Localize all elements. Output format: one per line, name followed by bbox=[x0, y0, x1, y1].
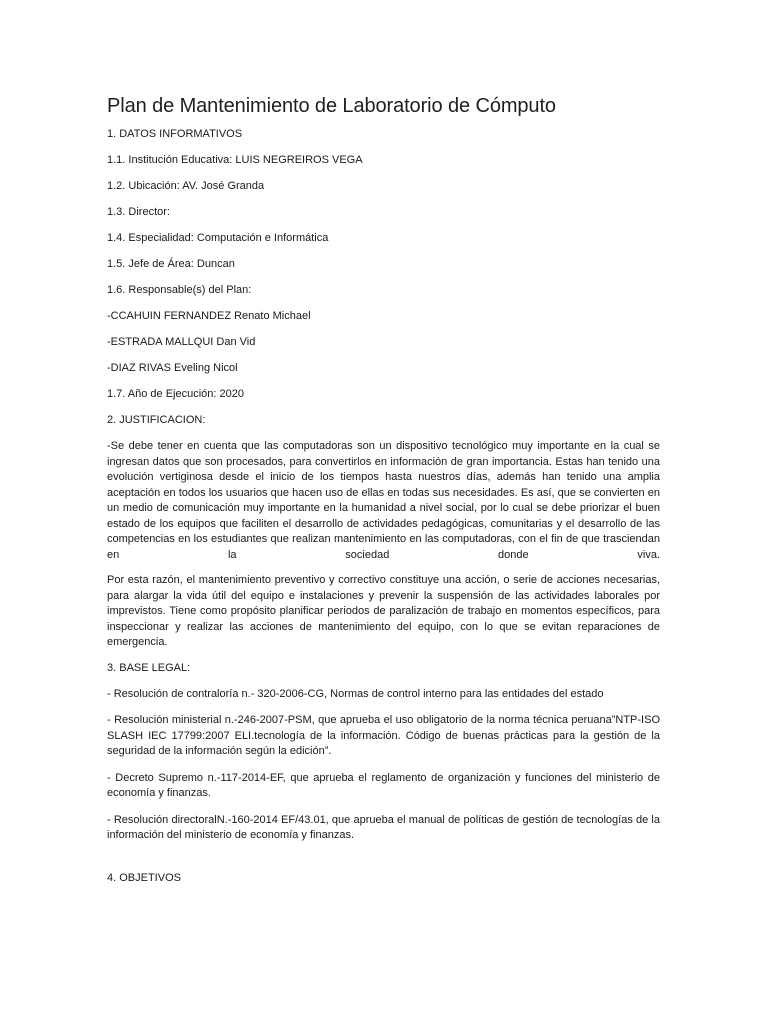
info-specialty: 1.4. Especialidad: Computación e Informática bbox=[107, 232, 329, 244]
info-year: 1.7. Año de Ejecución: 2020 bbox=[107, 388, 244, 400]
justification-paragraph-1: -Se debe tener en cuenta que las computadoras son un dispositivo tecnológico muy importante en la cual se ingresan datos que son procesados, para convertirlos en información de gran importancia. Estas han tenido una evolución vertiginosa desde el inicio de los tiempos hasta nuestros días, además han tenido una amplia aceptación en todos los usuarios que hacen uso de ellas en todas sus necesidades. Es así, que se convierten en un medio de comunicación muy importante en la humanidad a nivel social, por lo cual se debe priorizar el buen estado de los equipos que faciliten el desarrollo de actividades pedagógicas, comunitarias y el desarrollo de las competencias en los estudiantes que realizan mantenimiento en las computadoras, con el fin de que trasciendan en la sociedad donde viva. bbox=[107, 440, 660, 561]
responsible-1: -CCAHUIN FERNANDEZ Renato Michael bbox=[107, 310, 311, 322]
section-spacer bbox=[107, 855, 660, 871]
info-institution: 1.1. Institución Educativa: LUIS NEGREIROS VEGA bbox=[107, 154, 363, 166]
document-content bbox=[107, 94, 660, 897]
responsible-2: -ESTRADA MALLQUI Dan Vid bbox=[107, 336, 256, 348]
document-title: Plan de Mantenimiento de Laboratorio de Cómputo bbox=[107, 95, 556, 117]
legal-item-4: - Resolución directoralN.-160-2014 EF/43.01, que aprueba el manual de políticas de gestión de tecnologías de la información del ministerio de economía y finanzas. bbox=[107, 813, 660, 841]
section-2-heading: 2. JUSTIFICACION: bbox=[107, 414, 206, 426]
responsible-3: -DIAZ RIVAS Eveling Nicol bbox=[107, 362, 238, 374]
legal-item-1: - Resolución de contraloría n.- 320-2006-CG, Normas de control interno para las entidades del estado bbox=[107, 687, 604, 700]
section-4-heading: 4. OBJETIVOS bbox=[107, 871, 181, 884]
info-director: 1.3. Director: bbox=[107, 206, 170, 218]
legal-item-2: - Resolución ministerial n.-246-2007-PSM, que aprueba el uso obligatorio de la norma técnica peruana”NTP-ISO SLASH IEC 17799:2007 ELI.tecnología de la información. Código de buenas prácticas para la gestión de la seguridad de la información según la edición”. bbox=[107, 714, 660, 757]
justification-paragraph-2: Por esta razón, el mantenimiento preventivo y correctivo constituye una acción, o serie de acciones necesarias, para alargar la vida útil del equipo e instalaciones y prevenir la suspensión de las actividades laborales por imprevistos. Tiene como propósito planificar periodos de paralización de trabajo en momentos específicos, para inspeccionar y realizar las acciones de mantenimiento del equipo, con lo que se evitan reparaciones de emergencia. bbox=[107, 574, 660, 648]
info-area-head: 1.5. Jefe de Área: Duncan bbox=[107, 258, 235, 270]
info-location: 1.2. Ubicación: AV. José Granda bbox=[107, 180, 265, 192]
info-responsibles: 1.6. Responsable(s) del Plan: bbox=[107, 284, 252, 296]
section-3-heading: 3. BASE LEGAL: bbox=[107, 661, 191, 674]
legal-item-3: - Decreto Supremo n.-117-2014-EF, que aprueba el reglamento de organización y funciones del ministerio de economía y finanzas. bbox=[107, 771, 660, 799]
section-1-heading: 1. DATOS INFORMATIVOS bbox=[107, 128, 243, 140]
